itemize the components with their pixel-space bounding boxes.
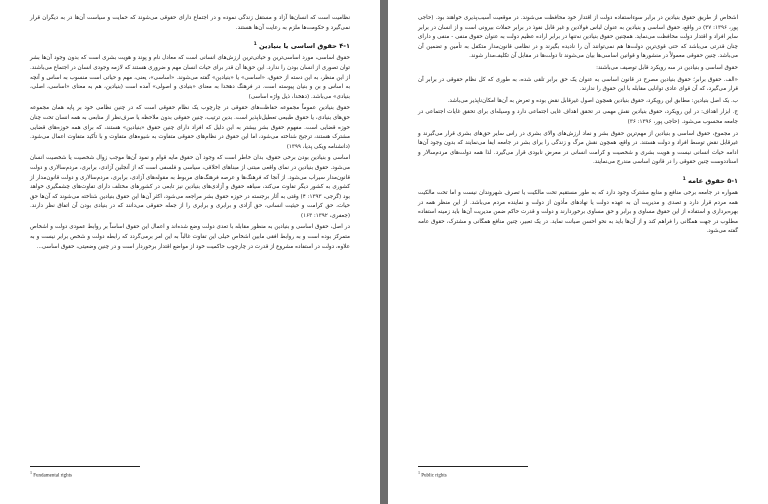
- paragraph: نظامیت است که انسان‌ها آزاد و مستقل زندگی نموده و در اجتماع دارای حقوقی می‌شوند که حمایت و سیاست آن‌ها در به دیگران قرار نمی‌گیرد و حکومت‌ها ملزم به رعایت آن‌ها هستند.: [30, 15, 350, 31]
- paragraph: حقوق اساسی و بنیادین در سه رویکرد قابل توصیف می‌باشند:: [596, 64, 738, 71]
- section-heading: [30, 39, 350, 52]
- section-number: ۴-۱: [339, 42, 350, 51]
- footnote-marker: 1: [682, 176, 686, 182]
- paragraph: در مجموع، حقوق اساسی و بنیادین از مهم‌ترین حقوق بشر و نماد ارزش‌های والای بشری در راس سایر حق‌های بشری قرار می‌گیرند و غیرقابل نقض توسط افراد و دولت هستند. در واقع، همچون نقش مرگ و زندگی را برای بشر در جامعه ایفا می‌نمایند که بدون وجود آن‌ها ادامه حیات انسانی نیست و هویت بشری و شخصیت و کرامت انسانی در معرض نابودی قرار می‌گیرد. لذا همه دولت‌های مردم‌سالار و اسناددوست چنین حقوقی را در قانون اساسی مندرج می‌نمایند.: [418, 130, 738, 166]
- footnote-text: Public rights: [421, 473, 447, 479]
- footnote-marker: 1: [253, 42, 257, 48]
- right-page: [388, 0, 768, 504]
- left-page: [0, 0, 380, 504]
- section-title: حقوق اساسی یا بنیادین: [259, 42, 337, 51]
- section-title: حقوق عامه: [688, 177, 725, 186]
- paragraph: حقوق اساسی، مورد اساسی‌ترین و حیاتی‌ترین ارزش‌های انسانی است که معادل نام و پوند و هویت بشری است که بدون وجود آن‌ها بشر توان تصوری از انسان بودن را ندارد. این حق‌ها آن قدر برای حیات انسان مهم و ضروری هستند که لازمه وجودی انسان در اجتماع می‌باشند. از این منظر، به این دسته از حقوق، «اساسی» یا «بنیادین» گفته می‌شوند. «اساسی»، یعنی، مهم و حیاتی است منسوب به اساس و آنچه به اساس و بن و بنیان پیوسته است. در فرهنگ دهخدا به معنای «بنیادی و اصولی» آمده است (بنیادین، هم به معنای «اساسی، اصلی، بنیادی» می‌باشد. (دهخدا، ذیل واژه اساسی): [30, 55, 350, 100]
- paragraph: در اصل، حقوق اساسی و بنیادین به منظور مقابله با تعدی دولت وضع شده‌اند و اعمال این حقوق اساساً بر روابط عمودی دولت و اشخاص متمرکز بوده است و به روابط افقی مابین اشخاص خیلی این تفاوت غالباً به این امر برمی‌گردد که رابطه دولت و شخص برابر نیست و به علاوه، دولت در استفاده مشروع از قدرت در چارچوب حاکمیت خود از مواضع اقتدار برخوردار است و در چنین وضعیتی، حقوق اساسی...: [30, 224, 350, 250]
- paragraph: اشخاص از طریق حقوق بنیادین در برابر سوءاستفاده دولت از اقتدار خود محافظت می‌شوند. در موقعیت آسیب‌پذیری خواهند بود. (حاجی پور، ۱۳۹۶: ۳۷) در واقع، حقوق اساسی و بنیادین به عنوان لباس فولادین و غیر قابل نفوذ در برابر حملات بیرونی است و از انسان در برابر سایر افراد و اقتدار دولت محافظت می‌نماید. همچنین حقوق بنیادین نه‌تنها در برابر اراده عظیم دولت به عنوان حقوق منفی - منفی و دارای چنان قدرتی می‌باشد که حتی قوی‌ترین دولت‌ها هم نمی‌توانند آن را نادیده بگیرند و در نظامی قانون‌مدار متکفل به تأمین و تضمین آن می‌باشد. چنین حقوقی معمولاً در منشورها و قوانین اساسی‌ها بیان می‌شوند تا دولت‌ها در مقابل آن تکلیف‌مدار شوند.: [418, 15, 738, 60]
- paragraph: حقوق بنیادین عموماً مجموعه حفاظت‌های حقوقی در چارچوب یک نظام حقوقی است که در چنین نظامی خود بر پایه همان مجموعه حق‌های بنیادی، یا حقوق طبیعی تعطیل‌ناپذیر است. بدین ترتیب، چنین حقوقی بدون ملاحظه یا صرف‌نظر از منابعی به همه انسان تحت چنان حوزه قضایی است. مفهوم حقوق بشر بیشتر به این دلیل که افراد دارای چنین حقوق «بنیادین» هستند، که برای همه حوزه‌های قضایی مشترک هستند، ترجیح شناخته می‌شود، اما این حقوق در نظام‌های حقوقی متفاوت به شیوه‌های متفاوت و با تأکید متفاوت اعمال می‌شود. (دانشنامه ویکی پدیا، ۱۳۹۹): [30, 105, 350, 150]
- footnote-text: Fundamental rights: [33, 473, 72, 479]
- footnote: [418, 470, 447, 479]
- paragraph: «الف. حقوق برابر؛ حقوق بنیادین مصرح در قانون اساسی به عنوان یک حق برابر تلقی شده، به طوری که کل نظام حقوقی در برابر آن قرار می‌گیرد، که آن قوای عادی توانایی مقابله با این حقوق را ندارند.: [418, 76, 738, 93]
- paragraph: همواره در جامعه برخی منافع و منابع مشترک وجود دارد که به طور مستقیم تحت مالکیت یا تصرف شهروندان نیست و اما تحت مالکیت همه مردم قرار دارد و تصدی و مدیریت آن به عهده دولت یا نهادهای مأذون از دولت و نماینده مردم می‌باشد. از این منظر همه در بهره‌برداری و استفاده از این حقوق مساوی و برابر و حق مساوی برخوردارند و دولت و قدرت حاکم ضمن مدیریت آن‌ها باید زمینه استفاده مطلوب در جهت همگانی را فراهم کند و از آن‌ها باید به نحو احسن صیانت نماید. در یک تعبیر، چنین منافع همگانی و مشترک، حقوق عامه گفته می‌شود.: [418, 190, 738, 235]
- footnote-number: 1: [30, 470, 32, 475]
- paragraph: اساسی و بنیادین بودن برخی حقوق، بدان خاطر است که وجود آن حقوق مایه قوام و نمود آن‌ها موجب زوال شخصیت یا شخصیت انسان می‌شود. حقوق بنیادین در نمای واقعی مبتنی از مبناهای اخلاقی، سیاسی و فلسفی است که از آنجلین آزادی، برابری، مردم‌سالاری و دولت قانون‌مدار سیراب می‌شود. از آنجا که فرهنگ‌ها و عرصه فرهنگ‌های مربوط به مقوله‌های آزادی، برابری، مردم‌سالاری و دولت قانون‌مدار از کشوری به کشور دیگر تفاوت می‌کند، سیاهه حقوق و آزادی‌های بنیادین نیز تابعی در کشورهای مختلف دارای تفاوت‌های چشمگیری خواهد بود (گرجی، ۱۳۹۳: ۴) وقتی به آثار برجسته در حوزه حقوق بشر مراجعه می‌شود، اکثر آن‌ها این حقوق بنیادین شناخته می‌شوند که آن‌ها حق حیات، حق کرامت و حیثیت انسانی، حق آزادی و برابری و برابری را از جمله حقوقی می‌دانند که در بنیادی بودن آن اتفاق نظر دارند. (جعفری، ۱۳۹۲: ۱۶۳): [30, 155, 350, 219]
- footnote-number: 1: [418, 470, 420, 475]
- section-heading: [418, 174, 738, 187]
- section-number: ۵-۱: [727, 177, 738, 186]
- paragraph: ب. یک اصل بنیادین: مطابق این رویکرد، حقوق بنیادین همچون اصول غیرقابل نقض بوده و تعرض به آن‌ها امکان‌ناپذیر می‌باشد.: [447, 97, 738, 104]
- footnote: [30, 470, 72, 479]
- paragraph: ج. ابزار اهداف: در این رویکرد، حقوق بنیادین نقش مهمی در تحقق اهداف غایی اجتماعی دارد و وسیله‌ای برای تحقق غایات اجتماعی در جامعه محسوب می‌شود. (حاجی پور، ۱۳۹۶: ۳۶): [418, 109, 738, 125]
- footnote-divider: [418, 466, 528, 467]
- footnote-divider: [30, 466, 140, 467]
